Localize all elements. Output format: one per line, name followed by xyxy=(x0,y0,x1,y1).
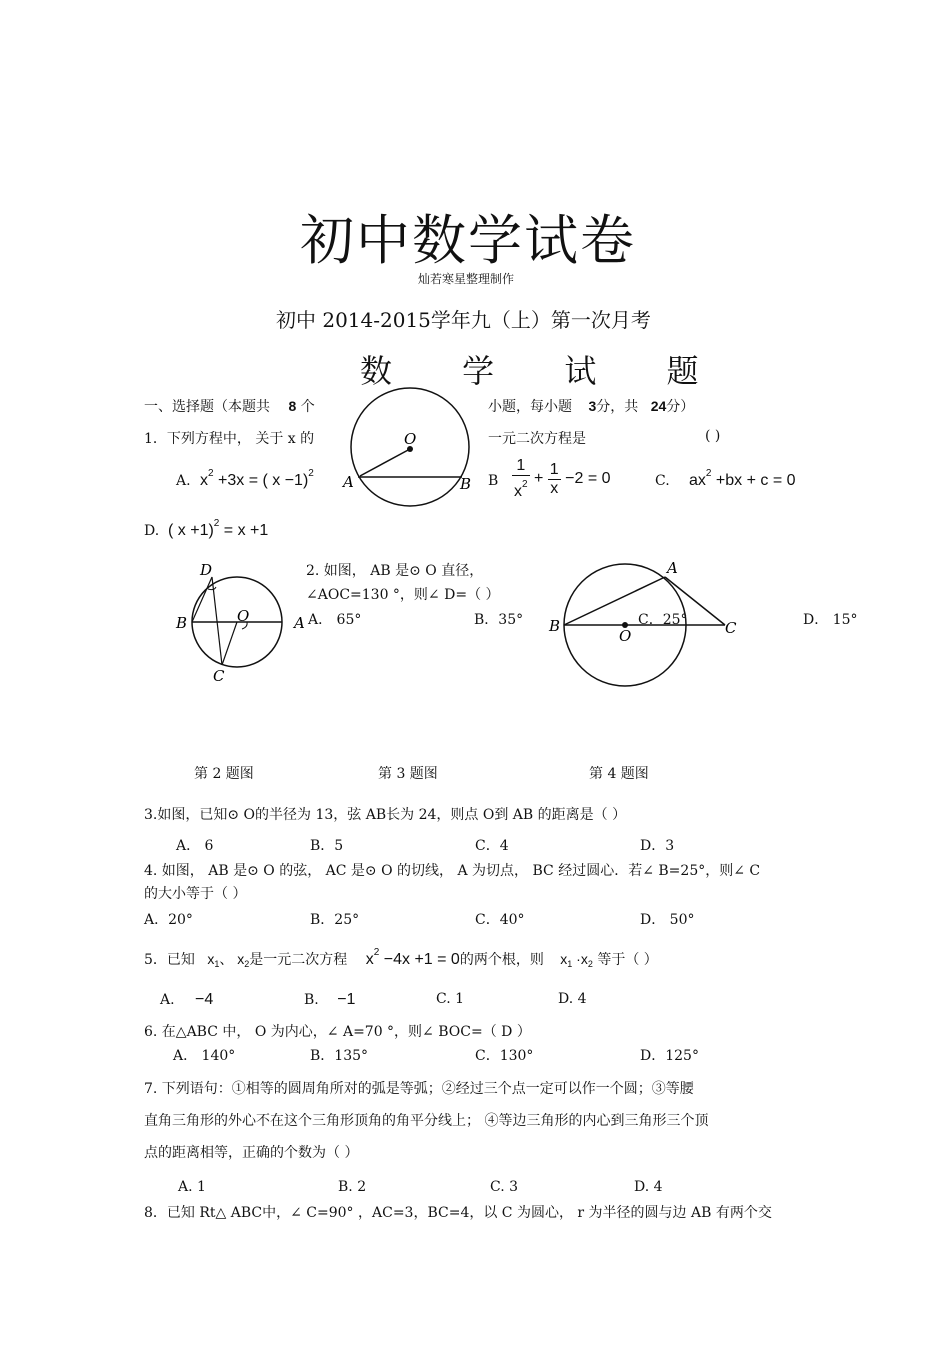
q5-option-b xyxy=(304,991,355,1009)
q3-option-a: A． 6 xyxy=(176,838,214,854)
subject-title: 数 学 试 题 xyxy=(360,352,729,390)
fig2-label-a: A xyxy=(294,614,305,632)
q6-option-d: D．125° xyxy=(640,1048,699,1064)
fig2-label-d: D xyxy=(200,561,213,579)
q3-option-d: D．3 xyxy=(640,838,675,854)
q1-option-d-label: D. xyxy=(144,523,160,539)
q1-option-c-label: C. xyxy=(655,473,670,489)
q7-line3: 点的距离相等，正确的个数为（ ） xyxy=(144,1145,359,1161)
q7-option-a: A. 1 xyxy=(178,1179,206,1195)
q7-option-b: B. 2 xyxy=(338,1179,367,1195)
q3-option-b: B．5 xyxy=(310,838,344,854)
fig3-label-o: O xyxy=(404,430,417,448)
section-heading-part: 分） xyxy=(666,399,695,415)
q2-option-d: D． 15° xyxy=(803,612,858,628)
q5-option-d: D. 4 xyxy=(558,991,587,1007)
subtitle: 灿若寒星整理制作 xyxy=(418,272,515,286)
q2-option-a: A． 65° xyxy=(308,612,362,628)
figure-q4 xyxy=(545,555,745,690)
figure-q3 xyxy=(340,385,480,515)
q5-stem-part: 是一元二次方程 xyxy=(249,952,348,968)
points-per-question: 3 xyxy=(588,398,597,414)
section-heading-part: 一、选择题（本题共 xyxy=(144,399,270,415)
q1-option-b-label: B xyxy=(488,473,499,489)
q7-line1: 7. 下列语句：①相等的圆周角所对的弧是等弧；②经过三个点一定可以作一个圆；③等腰 xyxy=(144,1081,694,1097)
fig4-label-a: A xyxy=(667,559,678,577)
q2-option-c: C．25° xyxy=(638,612,688,628)
q5-option-c: C. 1 xyxy=(436,991,465,1007)
q1-stem: 1．下列方程中， 关于 x 的 xyxy=(144,431,315,447)
q4-option-b: B．25° xyxy=(310,912,360,928)
fig4-label-o: O xyxy=(619,627,632,645)
question-count: 8 xyxy=(288,398,297,414)
q4-line2: 的大小等于（ ） xyxy=(144,886,247,902)
q4-option-d: D． 50° xyxy=(640,912,695,928)
q3-stem: 3.如图，已知⊙ O的半径为 13，弦 AB长为 24，则点 O到 AB 的距离是（ ） xyxy=(144,807,627,823)
q5-stem-part: 5．已知 xyxy=(144,952,195,968)
section-heading-right xyxy=(488,396,694,416)
q2-option-b: B．35° xyxy=(474,612,524,628)
q6-option-c: C．130° xyxy=(475,1048,534,1064)
q5-stem-part: 等于（ ） xyxy=(597,952,658,968)
q3-option-c: C．4 xyxy=(475,838,509,854)
exam-title: 初中 2014-2015学年九（上）第一次月考 xyxy=(276,308,651,332)
fig3-label-b: B xyxy=(460,475,472,493)
q5-option-a-label: A. xyxy=(160,992,175,1008)
q1-answer-paren: ( ) xyxy=(705,428,721,444)
q5-option-a-value: −4 xyxy=(195,991,214,1008)
fig3-label-a: A xyxy=(343,473,354,491)
q4-line1: 4. 如图， AB 是⊙ O 的弦， AC 是⊙ O 的切线， A 为切点， BC 经过圆心．若∠ B=25°，则∠ C xyxy=(144,863,761,879)
q1-option-b: $\frac{1}{x^2}$ + $\frac{1}{x}$ −2 = 0 xyxy=(514,457,611,500)
q6-stem: 6. 在△ABC 中， O 为内心，∠ A=70 °，则∠ BOC=（ D ） xyxy=(144,1024,531,1040)
section-heading xyxy=(144,396,315,416)
q7-option-c: C. 3 xyxy=(490,1179,519,1195)
q5-option-a xyxy=(160,991,213,1009)
q7-line2: 直角三角形的外心不在这个三角形顶角的角平分线上； ④等边三角形的内心到三角形三个顶 xyxy=(144,1113,709,1129)
q1-option-c: $ax^2 +bx + c = 0$ xyxy=(689,468,796,489)
main-title: 初中数学试卷 xyxy=(300,209,636,272)
q5-stem-part: 的两个根，则 xyxy=(459,952,544,968)
section-heading-part: 个 xyxy=(300,399,315,415)
q2-line2: ∠AOC=130 °，则∠ D=（ ） xyxy=(306,587,500,603)
q5-option-b-value: −1 xyxy=(337,991,356,1008)
q4-option-c: C．40° xyxy=(475,912,525,928)
caption-fig2: 第 2 题图 xyxy=(194,766,254,782)
q4-option-a: A．20° xyxy=(144,912,193,928)
q5-option-b-label: B. xyxy=(304,992,319,1008)
caption-fig4: 第 4 题图 xyxy=(589,766,649,782)
q1-option-a-label: A. xyxy=(176,473,191,489)
figure-q2 xyxy=(172,555,312,690)
section-heading-part: 小题，每小题 xyxy=(488,399,572,415)
fig4-label-b: B xyxy=(549,617,561,635)
fig2-label-c: C xyxy=(213,667,225,685)
q8-stem: 8．已知 Rt△ ABC中，∠ C=90° ，AC=3，BC=4，以 C 为圆心， r 为半径的圆与边 AB 有两个交 xyxy=(144,1205,772,1221)
caption-fig3: 第 3 题图 xyxy=(378,766,438,782)
q5-stem: 5．已知 $x_1$、 $x_2$是一元二次方程 $x^2 -4x +1 = 0$的两个根，则 $x_1 \cdot x_2$ 等于（ ） xyxy=(144,947,658,969)
total-points: 24 xyxy=(650,398,667,414)
q6-option-a: A． 140° xyxy=(173,1048,236,1064)
fig4-label-c: C xyxy=(725,619,737,637)
section-heading-part: 分，共 xyxy=(596,399,639,415)
fig2-label-o: O xyxy=(237,607,250,625)
q7-option-d: D. 4 xyxy=(634,1179,663,1195)
q1-option-d: ( x +1)$^2$ = x +1 xyxy=(168,518,269,539)
fig2-label-b: B xyxy=(176,614,188,632)
q6-option-b: B．135° xyxy=(310,1048,369,1064)
q1-option-a: $x^2 +3x$ = ( x −1)$^2$ xyxy=(200,468,314,489)
q1-stem-right: 一元二次方程是 xyxy=(488,431,586,447)
q2-line1: 2. 如图， AB 是⊙ O 直径， xyxy=(306,563,484,579)
